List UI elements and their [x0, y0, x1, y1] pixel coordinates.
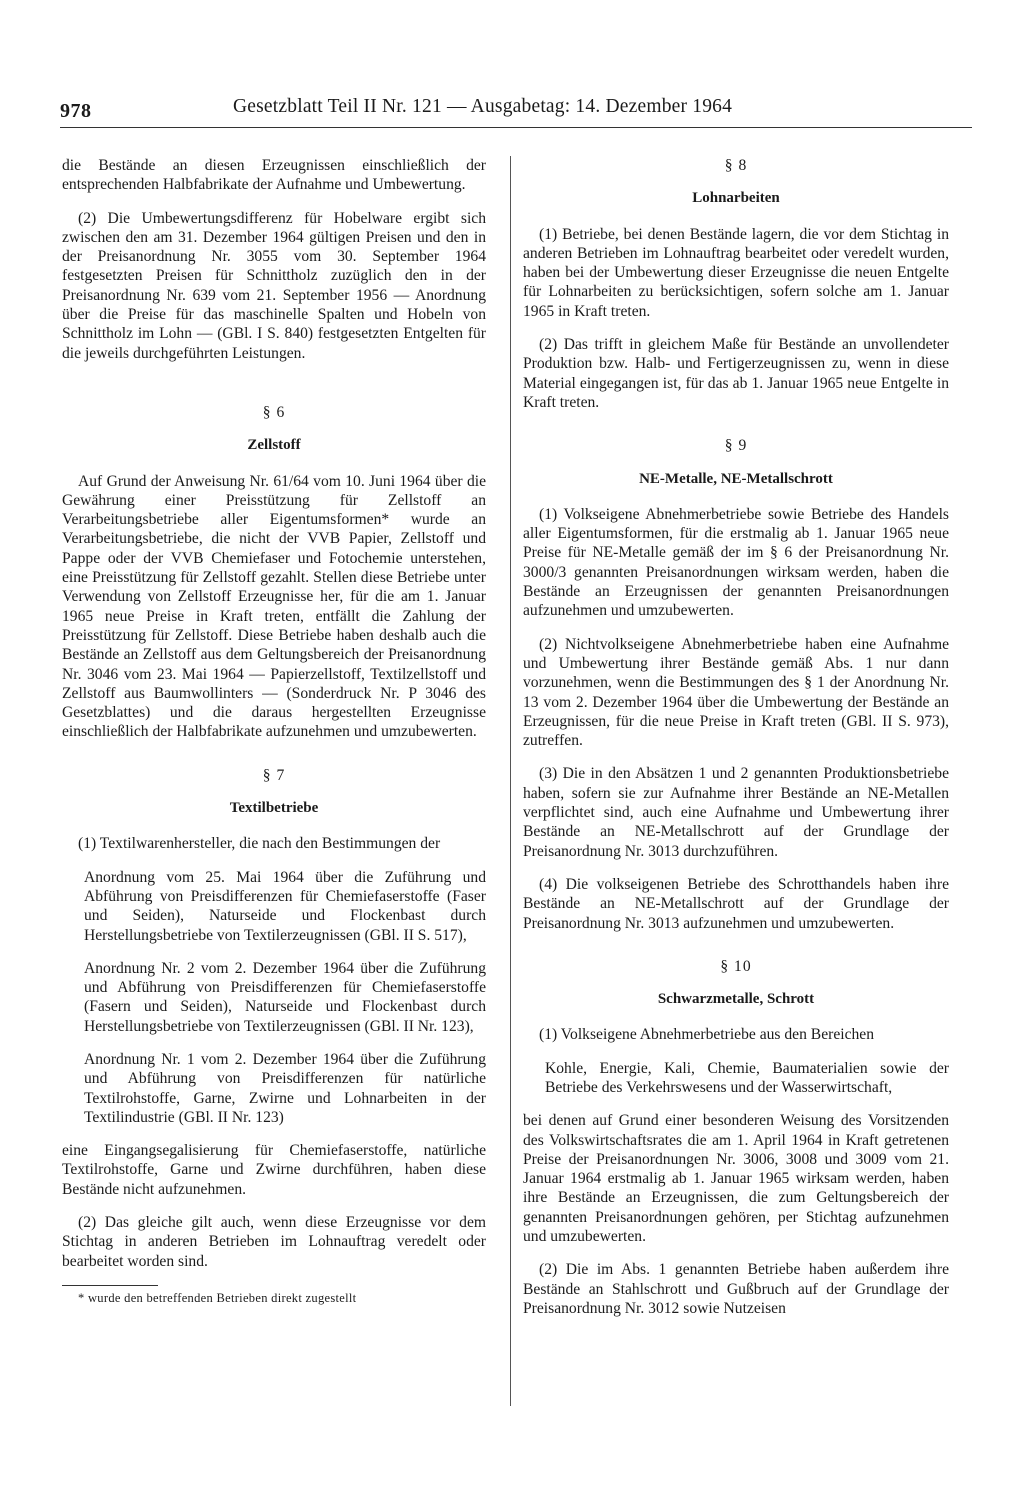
section-8-paragraph-1: (1) Betriebe, bei denen Bestände lagern, die vor dem Stichtag in anderen Betrieben im Lohnauftrag bearbeitet oder veredelt wurden, haben bei der Umbewertung dieser Erzeugnisse die neuen Entgelte für Lohnarbeiten zu berücksichtigen, sofern solche am 1. Januar 1965 in Kraft treten. [523, 225, 949, 320]
section-6-paragraph: Auf Grund der Anweisung Nr. 61/64 vom 10. Juni 1964 über die Gewährung einer Preisstützung für Zellstoff an Verarbeitungsbetriebe aller Eigentumsformen* wurde an Verarbeitungsbetriebe, die nicht der VVB Papier, Zellstoff und Pappe oder der VVB Chemiefaser und Fotochemie unterstehen, eine Preisstützung für Zellstoff gezahlt. Stellen diese Betriebe unter Verwendung von Zellstoff Erzeugnisse her, für die am 1. Januar 1965 neue Preise in Kraft treten, entfällt die Zahlung der Preisstützung für Zellstoff. Diese Betriebe haben deshalb auch die Bestände an Zellstoff aus dem Geltungsbereich der Preisanordnung Nr. 3046 vom 23. Mai 1964 — Papierzellstoff, Textilzellstoff und Zellstoff aus Baumwollinters — (Sonderdruck Nr. P 3046 des Gesetzblattes) und die daraus hergestellten Erzeugnisse einschließlich der Halbfabrikate aufzunehmen und umzubewerten. [62, 472, 486, 741]
section-10-paragraph-2: (2) Die im Abs. 1 genannten Betriebe haben außerdem ihre Bestände an Stahlschrott und Gußbruch auf der Grundlage der Preisanordnung Nr. 3012 sowie Nutzeisen [523, 1261, 949, 1317]
footnote: * wurde den betreffenden Betrieben direkt zugestellt [78, 1290, 357, 1305]
paragraph-intro: die Bestände an diesen Erzeugnissen einschließlich der entsprechenden Halbfabrikate der Aufnahme und Umbewertung. [62, 157, 486, 194]
section-7-paragraph-1-end: eine Eingangsegalisierung für Chemiefaserstoffe, natürliche Textilrohstoffe, Garne und Zwirne durchführen, haben diese Bestände nicht aufzunehmen. [62, 1142, 486, 1198]
section-8-paragraph-2: (2) Das trifft in gleichem Maße für Bestände an unvollendeter Produktion bzw. Halb- und Fertigerzeugnissen zu, wenn in diese Material eingegangen ist, für das ab 1. Januar 1965 neue Entgelte in Kraft treten. [523, 336, 949, 411]
running-title: Gesetzblatt Teil II Nr. 121 — Ausgabetag: 14. Dezember 1964 [233, 96, 733, 117]
page-number: 978 [60, 100, 92, 122]
section-8-number: § 8 [724, 157, 748, 174]
section-7-paragraph-2: (2) Das gleiche gilt auch, wenn diese Erzeugnisse vor dem Stichtag in anderen Betrieben im Lohnauftrag veredelt oder bearbeitet worden sind. [62, 1214, 486, 1270]
section-10-paragraph-1-end: bei denen auf Grund einer besonderen Weisung des Vorsitzenden des Volkswirtschaftsrates die am 1. April 1964 in Kraft getretenen Preise der Preisanordnungen Nr. 3006, 3008 und 3009 vom 21. Januar 1964 erstmalig ab 1. Januar 1965 wirksam werden, haben ihre Bestände an Erzeugnissen, die zum Geltungsbereich der genannten Preisanordnungen gehören, per Stichtag aufzunehmen und umzubewerten. [523, 1112, 949, 1246]
section-10-title: Schwarzmetalle, Schrott [657, 991, 815, 1008]
section-9-title: NE-Metalle, NE-Metallschrott [639, 470, 833, 487]
section-7-list-item-3: Anordnung Nr. 1 vom 2. Dezember 1964 über die Zuführung und Abführung von Preisdifferenzen für natürliche Textilrohstoffe, Garne, Zwirne und Lohnarbeiten in der Textilindustrie (GBl. II Nr. 123) [84, 1050, 486, 1126]
right-column [523, 156, 949, 1318]
section-9-paragraph-2: (2) Nichtvolkseigene Abnehmerbetriebe haben eine Aufnahme und Umbewertung ihrer Bestände gemäß Abs. 1 nur dann vorzunehmen, wenn die Bestimmungen des § 1 der Anordnung Nr. 13 vom 2. Dezember 1964 über die Umbewertung der Bestände an Erzeugnissen, für die neue Preise in Kraft treten (GBl. II S. 973), zutreffen. [523, 635, 949, 750]
section-6-number: § 6 [262, 403, 286, 421]
section-9-paragraph-3: (3) Die in den Absätzen 1 und 2 genannten Produktionsbetriebe haben, sofern sie zur Aufnahme ihrer Bestände an NE-Metallen verpflichtet sind, auch eine Aufnahme und Umbewertung ihrer Bestände an NE-Metallschrott auf der Grundlage der Preisanordnung Nr. 3013 durchzuführen. [523, 765, 949, 860]
section-7-number: § 7 [262, 766, 286, 784]
section-9-paragraph-4: (4) Die volkseigenen Betriebe des Schrotthandels haben ihre Bestände an NE-Metallschrott auf der Grundlage der Preisanordnung Nr. 3013 aufzunehmen und umzubewerten. [523, 875, 949, 932]
left-column [62, 156, 486, 1306]
section-10-number: § 10 [720, 957, 752, 975]
section-10-paragraph-1: (1) Volkseigene Abnehmerbetriebe aus den Bereichen [539, 1026, 875, 1044]
section-7-title: Textilbetriebe [229, 800, 319, 817]
section-9-number: § 9 [724, 437, 748, 455]
section-7-list-item-2: Anordnung Nr. 2 vom 2. Dezember 1964 über die Zuführung und Abführung von Preisdifferenzen für Chemiefaserstoffe (Fasern und Seiden), Naturseide und Flockenbast durch Herstellungsbetriebe von Textilerzeugnissen (GBl. II Nr. 123), [84, 959, 486, 1035]
footnote-rule [62, 1285, 158, 1286]
section-7-list-item-1: Anordnung vom 25. Mai 1964 über die Zuführung und Abführung von Preisdifferenzen für Chemiefaserstoffe (Faser und Seiden), Naturseide und Flockenbast durch Herstellungsbetriebe von Textilerzeugnissen (GBl. II S. 517), [84, 868, 486, 944]
column-divider [510, 156, 511, 1406]
section-8-title: Lohnarbeiten [692, 190, 780, 207]
header-rule [60, 127, 972, 128]
section-10-list-item-1: Kohle, Energie, Kali, Chemie, Baumaterialien sowie der Betriebe des Verkehrswesens und der Wasserwirtschaft, [545, 1059, 949, 1096]
section-9-paragraph-1: (1) Volkseigene Abnehmerbetriebe sowie Betriebe des Handels aller Eigentumsformen, für die erstmalig ab 1. Januar 1965 neue Preise für NE-Metalle gemäß der im § 6 der Preisanordnung Nr. 3000/3 genannten Preisanordnungen wirksam werden, haben die Bestände an Erzeugnissen der genannten Preisanordnungen aufzunehmen und umzubewerten. [523, 505, 949, 620]
section-6-title: Zellstoff [247, 437, 301, 454]
section-7-paragraph-1: (1) Textilwarenhersteller, die nach den Bestimmungen der [78, 835, 441, 853]
paragraph-5-2: (2) Die Umbewertungsdifferenz für Hobelware ergibt sich zwischen den am 31. Dezember 1964 gültigen Preisen und den in der Preisanordnung Nr. 3055 vom 30. September 1964 festgesetzten Preisen für Schnittholz zuzüglich den in der Preisanordnung Nr. 639 vom 21. September 1956 — Anordnung über die Preise für das maschinelle Spalten und Hobeln von Schnittholz im Lohn — (GBl. I S. 840) festgesetzten Entgelten für die jeweils durchgeführten Leistungen. [62, 209, 486, 362]
